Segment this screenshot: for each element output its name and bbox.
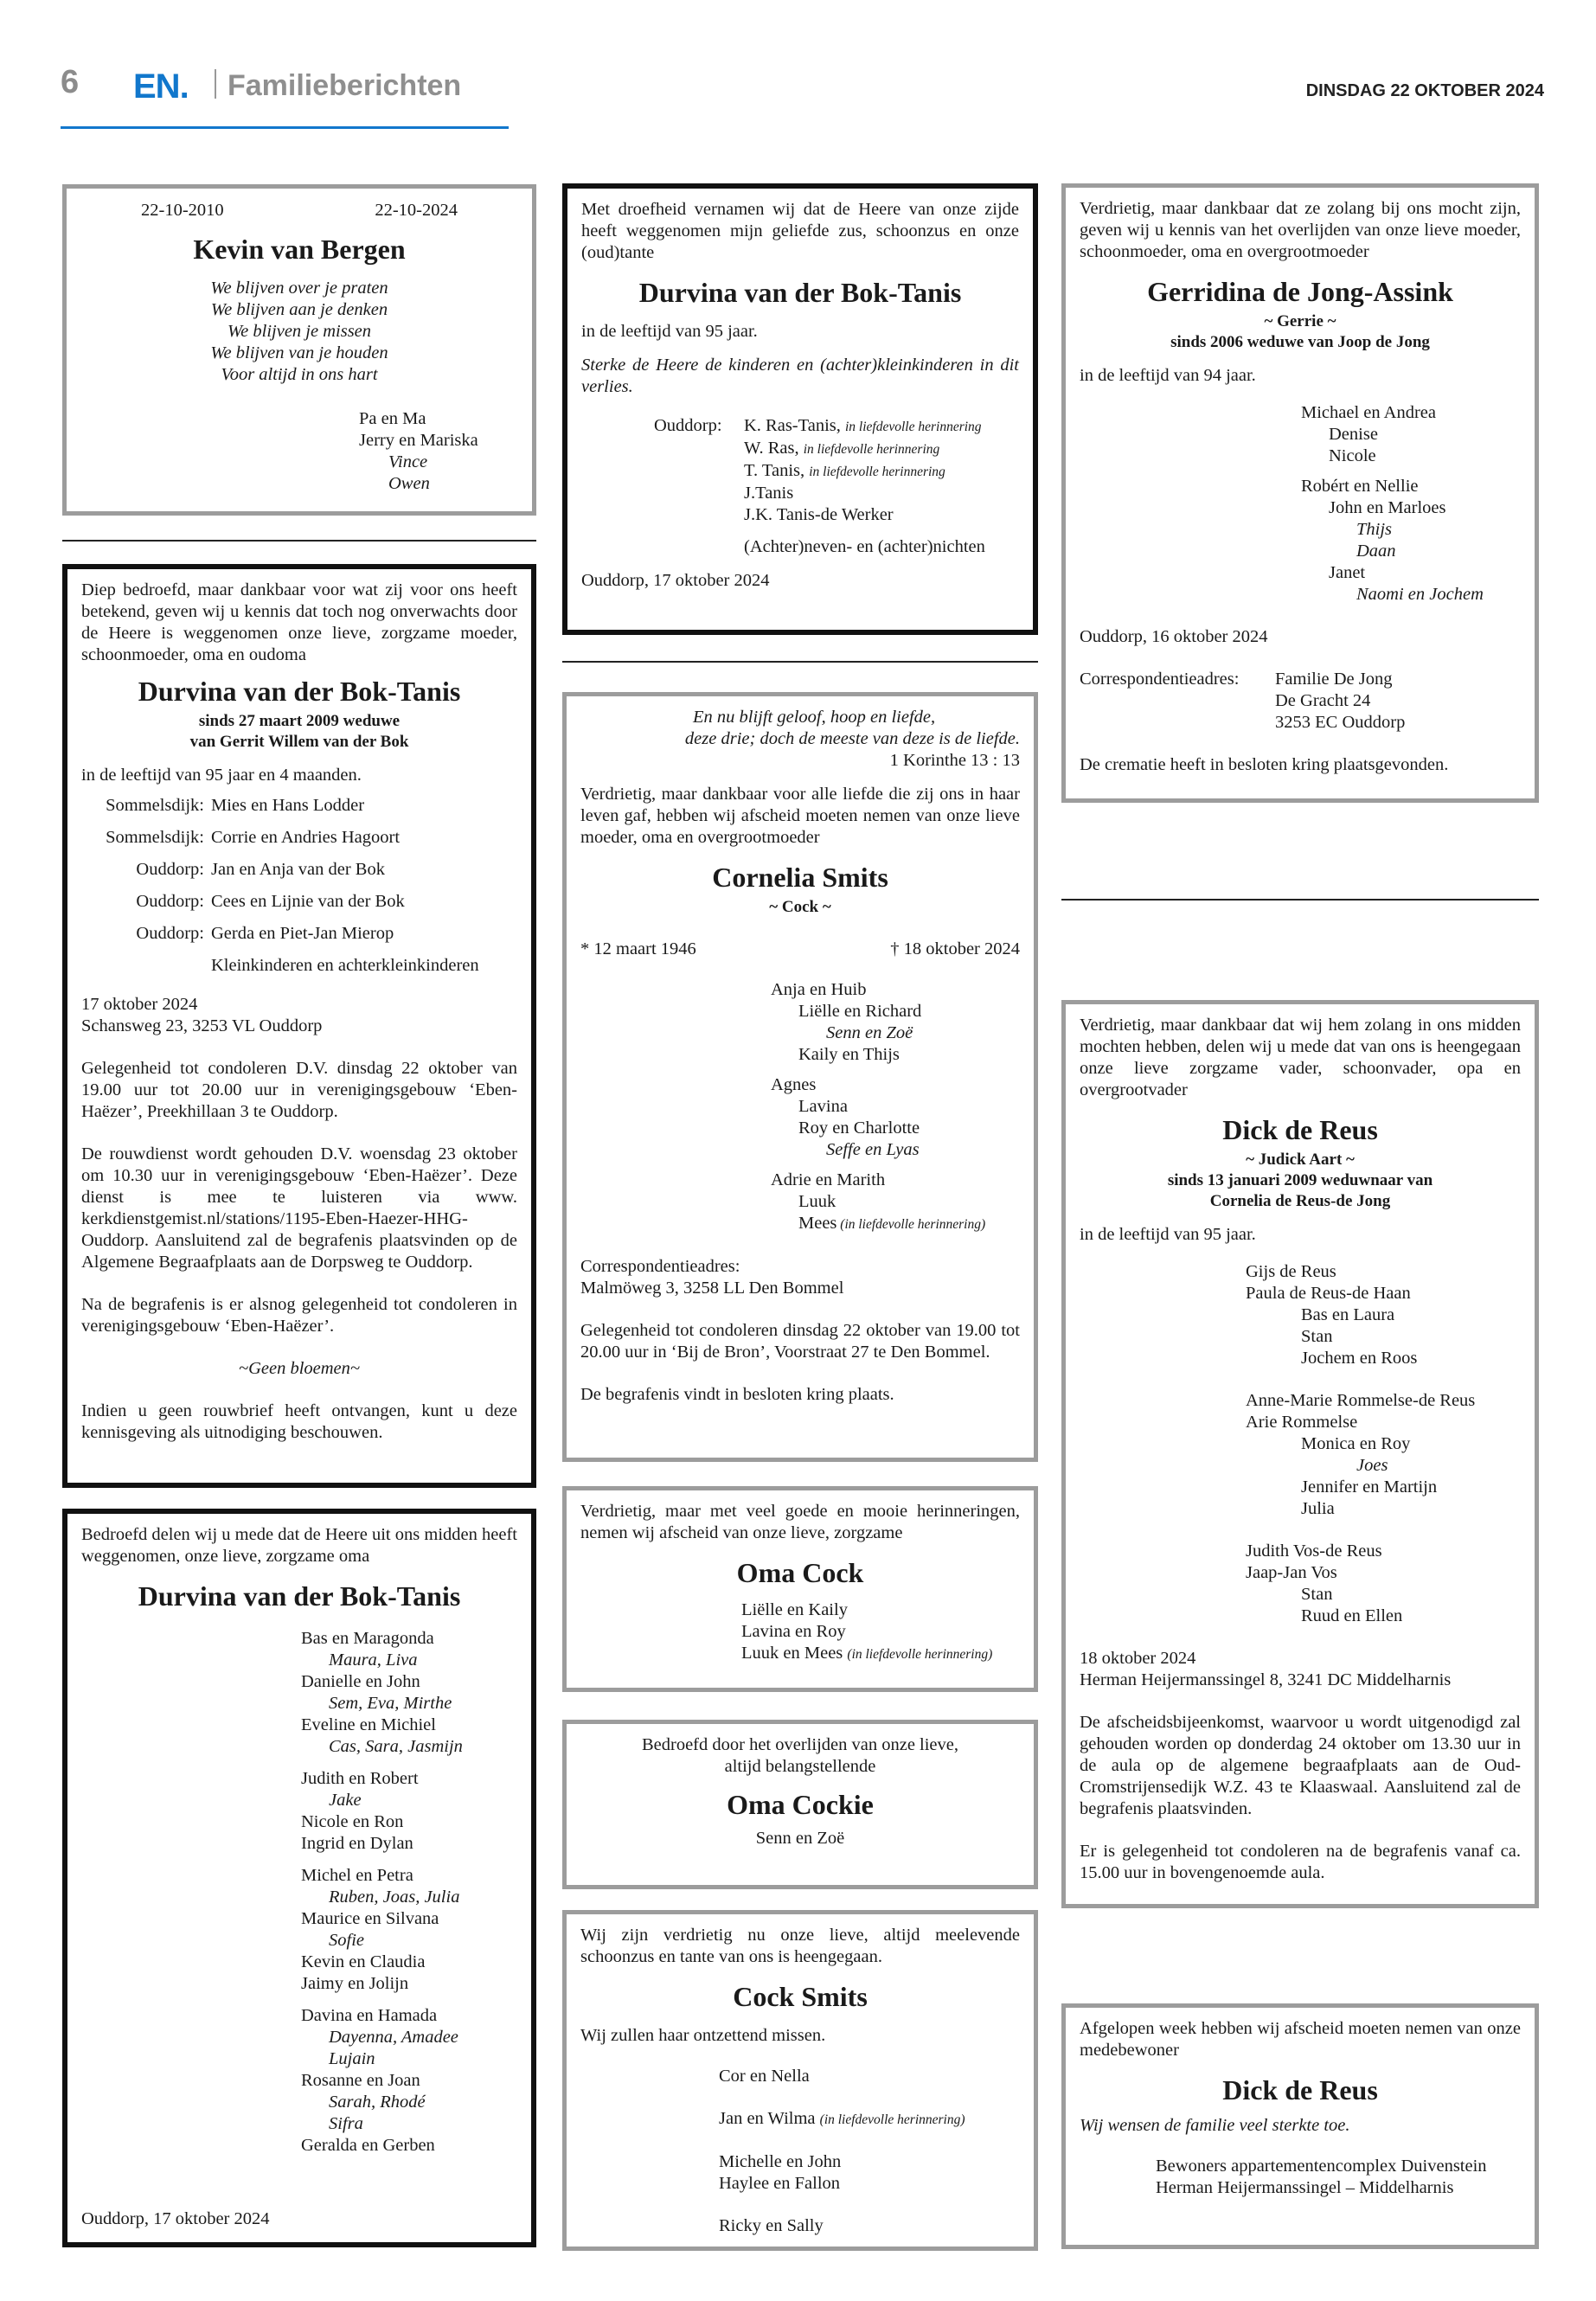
place-label: Ouddorp: — [654, 416, 722, 435]
signer: Pa en Ma — [359, 409, 426, 428]
grandchild: Jennifer en Martijn — [1301, 1477, 1438, 1497]
signers — [1156, 2156, 1521, 2199]
closing-text: Indien u geen rouwbrief heeft ontvangen, kunt u deze kennisgeving als uitnodiging beschouwen. — [81, 1401, 517, 1442]
notice-kevin — [62, 184, 536, 516]
signer: Senn en Zoë — [755, 1829, 845, 1848]
age-text: in de leeftijd van 95 jaar. — [1080, 1225, 1256, 1244]
grandchildren-list — [301, 1628, 517, 2157]
memory-note: (in liefdevolle herinnering) — [847, 1647, 993, 1662]
verse-text: Sterke de Heere de kinderen en (achter)kleinkinderen in dit verlies. — [581, 356, 1019, 396]
family-group — [301, 1628, 517, 1758]
poem-line: Voor altijd in ons hart — [221, 365, 378, 384]
notice-oma-cockie — [562, 1720, 1038, 1889]
family-member: Gijs de Reus — [1246, 1262, 1336, 1281]
place: Ouddorp: — [136, 860, 204, 879]
poem-line: We blijven van je houden — [210, 343, 388, 362]
signer: Ricky en Sally — [719, 2216, 824, 2235]
great-grandchildren: Cas, Sara, Jasmijn — [329, 1737, 463, 1756]
intro-text: Verdrietig, maar dankbaar dat ze zolang bij ons mocht zijn, geven wij u kennis van het overlijden van onze lieve moeder, schoonmoeder, oma en overgrootmoeder — [1080, 199, 1521, 261]
great-grandchildren: Thijs — [1356, 520, 1393, 539]
signer: Bewoners appartementencomplex Duivenstein — [1156, 2157, 1487, 2176]
age-text: in de leeftijd van 94 jaar. — [1080, 366, 1256, 385]
family-member: Nicole en Ron — [301, 1812, 404, 1831]
condolence-text: Gelegenheid tot condoleren dinsdag 22 oktober van 19.00 tot 20.00 uur in ‘Bij de Bron’, Voorstraat 27 te Den Bommel. — [580, 1321, 1020, 1362]
family-member: Maurice en Silvana — [301, 1909, 439, 1928]
family-group — [771, 1170, 1020, 1235]
family-member: Adrie en Marith — [771, 1170, 886, 1189]
home-address: Herman Heijermanssingel 8, 3241 DC Middelharnis — [1080, 1670, 1452, 1689]
notice-date: 18 oktober 2024 — [1080, 1649, 1196, 1668]
deceased-name: Oma Cock — [736, 1557, 864, 1588]
nickname: ~ Gerrie ~ — [1264, 312, 1336, 330]
signer: Jerry en Mariska — [359, 431, 478, 450]
intro-line: altijd belangstellende — [724, 1757, 876, 1776]
great-grandchildren: Lujain — [329, 2049, 375, 2068]
family-row — [81, 854, 517, 886]
relative-name: T. Tanis, — [744, 461, 805, 480]
intro-text: Verdrietig, maar met veel goede en mooie herinneringen, nemen wij afscheid van onze lieve, zorgzame — [580, 1502, 1020, 1542]
quote-line: deze drie; doch de meeste van deze is de liefde. — [684, 729, 1020, 748]
great-grandchildren: Jake — [329, 1791, 362, 1810]
place — [81, 950, 211, 982]
place: Ouddorp: — [136, 892, 204, 911]
notice-durvina-sister — [562, 183, 1038, 635]
names: Gerda en Piet-Jan Mierop — [211, 924, 394, 943]
cremation-text: De crematie heeft in besloten kring plaatsgevonden. — [1080, 755, 1449, 774]
page-header — [61, 62, 1544, 116]
intro-text: Diep bedroefd, maar dankbaar voor wat zij voor ons heeft betekend, geven wij u kennis dat toch nog onverwachts door de Heere is weggenomen onze lieve, zorgzame moeder, schoonmoeder, oma en oudoma — [81, 580, 517, 664]
family-row — [81, 918, 517, 950]
relative-name: J.K. Tanis-de Werker — [744, 505, 894, 524]
notice-footer: Ouddorp, 17 oktober 2024 — [81, 2209, 270, 2228]
family-member: Ingrid en Dylan — [301, 1834, 413, 1853]
place: Sommelsdijk: — [106, 828, 204, 847]
family-member: Jaap-Jan Vos — [1246, 1563, 1337, 1582]
family-group — [1301, 402, 1521, 467]
family-member: Kevin en Claudia — [301, 1952, 426, 1971]
correspondence-label: Correspondentieadres: — [580, 1257, 740, 1276]
family-member: Anja en Huib — [771, 980, 867, 999]
condolence-text: Er is gelegenheid tot condoleren na de begrafenis vanaf ca. 15.00 uur in bovengenoemde aula. — [1080, 1842, 1521, 1882]
great-grandchildren: Dayenna, Amadee — [329, 2028, 458, 2047]
poem — [80, 278, 518, 386]
deceased-name: Durvina van der Bok-Tanis — [138, 1580, 461, 1612]
grandchild: Liëlle en Richard — [798, 1002, 922, 1021]
signer — [719, 2108, 1020, 2131]
signer-names: Luuk en Mees — [741, 1644, 843, 1663]
poem-line: We blijven aan je denken — [210, 300, 388, 319]
notice-oma-cock — [562, 1486, 1038, 1692]
correspondence — [1080, 669, 1521, 734]
family-member: Arie Rommelse — [1246, 1413, 1358, 1432]
deceased-name: Oma Cockie — [727, 1789, 874, 1820]
grandchild: Denise — [1329, 425, 1378, 444]
condolence-text: Gelegenheid tot condoleren D.V. dinsdag 22 oktober van 19.00 uur tot 20.00 uur in verenigingsgebouw ‘Eben-Haëzer’, Preekhillaan 3 te Ouddorp. — [81, 1059, 517, 1121]
signer-child: Owen — [388, 474, 430, 493]
great-grandchildren: Daan — [1356, 542, 1396, 561]
signer: Haylee en Fallon — [719, 2174, 841, 2193]
names: Cees en Lijnie van der Bok — [211, 892, 405, 911]
deceased-name: Kevin van Bergen — [193, 234, 406, 265]
header-divider — [215, 69, 216, 99]
relatives-block — [654, 415, 1019, 558]
wish-text: Wij wensen de familie veel sterkte toe. — [1080, 2116, 1350, 2135]
life-dates — [580, 939, 1020, 960]
great-grandchildren: Naomi en Jochem — [1356, 585, 1484, 604]
home-address: Schansweg 23, 3253 VL Ouddorp — [81, 1016, 323, 1035]
widow-since: sinds 27 maart 2009 weduwe — [198, 712, 401, 730]
widower-of: Cornelia de Reus-de Jong — [1209, 1192, 1391, 1210]
brand-logo[interactable]: EN. — [133, 67, 189, 106]
quote-reference: 1 Korinthe 13 : 13 — [889, 751, 1020, 770]
issue-date: DINSDAG 22 OKTOBER 2024 — [1305, 81, 1544, 100]
family-member: Jaimy en Jolijn — [301, 1974, 409, 1993]
family-group — [1246, 1261, 1521, 1369]
signer: Lavina en Roy — [741, 1622, 846, 1641]
poem-line: We blijven over je praten — [210, 279, 388, 298]
notice-date: Ouddorp, 16 oktober 2024 — [1080, 627, 1268, 646]
grandchild: Roy en Charlotte — [798, 1118, 920, 1138]
notice-cornelia — [562, 692, 1038, 1462]
page-number: 6 — [61, 64, 80, 100]
relatives-list — [744, 415, 985, 558]
great-grandchildren: Maura, Liva — [329, 1650, 418, 1670]
relative-name: K. Ras-Tanis, — [744, 416, 841, 435]
notice-durvina-grandchildren — [62, 1509, 536, 2247]
grandchild: John en Marloes — [1329, 498, 1446, 517]
column-rule — [1061, 899, 1539, 901]
age-text: in de leeftijd van 95 jaar. — [581, 322, 758, 341]
memory-note: (in liefdevolle herinnering) — [819, 2112, 965, 2127]
address-line: Familie De Jong — [1275, 670, 1393, 689]
signers — [719, 2066, 1020, 2237]
after-text: Na de begrafenis is er alsnog gelegenheid tot condoleren in verenigingsgebouw ‘Eben-Haëzer’. — [81, 1295, 517, 1336]
names: Jan en Anja van der Bok — [211, 860, 385, 879]
section-title: Familieberichten — [228, 69, 462, 102]
date-range — [80, 201, 518, 221]
grandchild: Nicole — [1329, 446, 1376, 465]
column-rule — [62, 540, 536, 542]
family-list — [771, 979, 1020, 1235]
family-row — [81, 886, 517, 918]
family-group — [1246, 1541, 1521, 1627]
intro-text: Wij zijn verdrietig nu onze lieve, altijd meelevende schoonzus en tante van ons is heengegaan. — [580, 1926, 1020, 1966]
grandchild: Mees (in liefdevolle herinnering) — [798, 1214, 986, 1233]
grandchild: Bas en Laura — [1301, 1305, 1395, 1324]
place: Sommelsdijk: — [106, 796, 204, 815]
family-member: Geralda en Gerben — [301, 2136, 435, 2155]
names: Mies en Hans Lodder — [211, 796, 365, 815]
family-member: Judith Vos-de Reus — [1246, 1541, 1382, 1561]
nickname: ~ Cock ~ — [769, 898, 831, 916]
relative — [744, 415, 985, 438]
family-member: Paula de Reus-de Haan — [1246, 1284, 1411, 1303]
nephews-line: (Achter)neven- en (achter)nichten — [744, 537, 985, 556]
family-member: Michel en Petra — [301, 1866, 413, 1885]
grandchild: Stan — [1301, 1327, 1333, 1346]
grandchild: Stan — [1301, 1585, 1333, 1604]
farewell-text: De afscheidsbijeenkomst, waarvoor u wordt uitgenodigd zal gehouden worden op donderdag 24 oktober om 13.30 uur in de aula op de algemene begraafplaats aan de Oud-Cromstrijensedijk W.Z. 43 te Klaaswaal. Aansluitend zal de begrafenis plaatsvinden. — [1080, 1713, 1521, 1818]
family-list — [1246, 1261, 1521, 1627]
correspondence-address — [1275, 669, 1405, 734]
funeral-text: De begrafenis vindt in besloten kring plaats. — [580, 1385, 894, 1404]
signer-names: Jan en Wilma — [719, 2109, 816, 2128]
family-row — [81, 950, 517, 982]
signer-child: Vince — [388, 452, 428, 471]
notice-dick-family — [1061, 1000, 1539, 1908]
grandchild: Luuk — [798, 1192, 836, 1211]
signer: Liëlle en Kaily — [741, 1600, 848, 1619]
relative — [744, 460, 985, 483]
signer: Michelle en John — [719, 2152, 842, 2171]
correspondence-address: Malmöweg 3, 3258 LL Den Bommel — [580, 1279, 844, 1298]
grandchild: Janet — [1329, 563, 1366, 582]
family-row — [81, 822, 517, 854]
names: Corrie en Andries Hagoort — [211, 828, 401, 847]
death-date: † 18 oktober 2024 — [890, 939, 1020, 958]
family-list — [81, 790, 517, 982]
grandchild: Jochem en Roos — [1301, 1349, 1418, 1368]
family-row — [81, 790, 517, 822]
notice-gerridina — [1061, 183, 1539, 803]
memory-note: in liefdevolle herinnering — [845, 420, 982, 434]
grandchild: Monica en Roy — [1301, 1434, 1411, 1453]
signers — [741, 1599, 1020, 1665]
notice-footer: Ouddorp, 17 oktober 2024 — [581, 571, 770, 590]
family-member: Bas en Maragonda — [301, 1629, 434, 1648]
family-group — [301, 1865, 517, 1995]
relative-name: J.Tanis — [744, 484, 794, 503]
signer — [741, 1643, 1020, 1665]
great-grandchildren: Ruben, Joas, Julia — [329, 1888, 460, 1907]
widower-since: sinds 13 januari 2009 weduwnaar van — [1167, 1171, 1433, 1189]
great-grandchildren: Joes — [1356, 1456, 1388, 1475]
relative — [744, 504, 985, 526]
family-member: Danielle en John — [301, 1672, 420, 1691]
column-rule — [562, 661, 1038, 663]
memory-note: in liefdevolle herinnering — [803, 442, 940, 457]
bible-quote — [580, 707, 1020, 750]
family-group — [1246, 1390, 1521, 1520]
place: Ouddorp: — [136, 924, 204, 943]
correspondence-label: Correspondentieadres: — [1080, 670, 1240, 689]
family-group — [1301, 476, 1521, 606]
family-member: Davina en Hamada — [301, 2006, 438, 2025]
flowers-note: ~Geen bloemen~ — [238, 1359, 360, 1378]
birth-date: * 12 maart 1946 — [580, 939, 696, 958]
relative-name: W. Ras, — [744, 439, 799, 458]
widow-since: sinds 2006 weduwe van Joop de Jong — [1170, 333, 1430, 351]
great-grandchildren: Sofie — [329, 1931, 364, 1950]
grandchild: Ruud en Ellen — [1301, 1606, 1403, 1625]
notice-cock-smits — [562, 1910, 1038, 2251]
family-member: Anne-Marie Rommelse-de Reus — [1246, 1391, 1476, 1410]
intro-text: Bedroefd delen wij u mede dat de Heere uit ons midden heeft weggenomen, onze lieve, zorgzame oma — [81, 1525, 517, 1566]
intro-text: Met droefheid vernamen wij dat de Heere van onze zijde heeft weggenomen mijn geliefde zus, schoonzus en onze (oud)tante — [581, 200, 1019, 262]
notice-dick-neighbours — [1061, 2003, 1539, 2249]
grandchild: Lavina — [798, 1097, 848, 1116]
family-group — [771, 1074, 1020, 1161]
header-underline — [61, 126, 509, 129]
deceased-name: Cornelia Smits — [712, 862, 888, 893]
great-grandchildren: Senn en Zoë — [826, 1023, 913, 1042]
notice-durvina-family — [62, 564, 536, 1488]
quote-line: En nu blijft geloof, hoop en liefde, — [693, 708, 936, 727]
deceased-name: Gerridina de Jong-Assink — [1147, 276, 1453, 307]
family-group — [301, 1768, 517, 1855]
signers — [359, 408, 518, 495]
great-grandchildren: Sarah, Rhodé — [329, 2093, 426, 2112]
great-grandchildren: Seffe en Lyas — [826, 1140, 920, 1159]
family-member: Agnes — [771, 1075, 817, 1094]
service-text: De rouwdienst wordt gehouden D.V. woensdag 23 oktober om 10.30 uur in verenigingsgebouw ‘Eben-Haëzer’. Deze dienst is mee te luisteren via www. kerkdienstgemist.nl/stations/1195-Eben-Haezer-HHG-Ouddorp. Aansluitend zal de begrafenis plaatsvinden op de Algemene Begraafplaats aan de Dorpsweg te Ouddorp. — [81, 1144, 517, 1272]
age-text: in de leeftijd van 95 jaar en 4 maanden. — [81, 766, 362, 785]
signer: Cor en Nella — [719, 2067, 810, 2086]
grandchild: Julia — [1301, 1499, 1335, 1518]
family-group — [301, 2005, 517, 2157]
family-group — [771, 979, 1020, 1066]
deceased-name: Durvina van der Bok-Tanis — [638, 277, 962, 308]
nickname: ~ Judick Aart ~ — [1246, 1150, 1355, 1169]
family-member: Rosanne en Joan — [301, 2071, 420, 2090]
address-line: 3253 EC Ouddorp — [1275, 713, 1406, 732]
intro-text: Verdrietig, maar dankbaar dat wij hem zolang in ons midden mochten hebben, delen wij u mede dat van ons is heengegaan onze lieve zorgzame vader, schoonvader, opa en overgrootvader — [1080, 1016, 1521, 1099]
family-member: Michael en Andrea — [1301, 403, 1436, 422]
notice-date: 17 oktober 2024 — [81, 995, 198, 1014]
widow-of: van Gerrit Willem van der Bok — [189, 733, 409, 751]
deceased-name: Cock Smits — [733, 1981, 868, 2012]
relative — [744, 438, 985, 460]
signer: Herman Heijermanssingel – Middelharnis — [1156, 2178, 1454, 2197]
intro-text: Verdrietig, maar dankbaar voor alle liefde die zij ons in haar leven gaf, hebben wij afscheid moeten nemen van onze lieve moeder, oma en overgrootmoeder — [580, 785, 1020, 847]
address-line: De Gracht 24 — [1275, 691, 1371, 710]
poem-line: We blijven je missen — [227, 322, 372, 341]
relative — [744, 483, 985, 504]
family-list — [1301, 402, 1521, 606]
deceased-name: Dick de Reus — [1222, 1114, 1378, 1145]
names: Kleinkinderen en achterkleinkinderen — [211, 956, 479, 975]
family-member: Eveline en Michiel — [301, 1715, 436, 1734]
deceased-name: Durvina van der Bok-Tanis — [138, 676, 461, 707]
great-grandchildren: Sifra — [329, 2114, 363, 2133]
deceased-name: Dick de Reus — [1222, 2074, 1378, 2106]
memory-note: in liefdevolle herinnering — [809, 465, 945, 479]
great-grandchildren: Sem, Eva, Mirthe — [329, 1694, 452, 1713]
memory-note: (in liefdevolle herinnering) — [836, 1217, 986, 1232]
intro-line: Bedroefd door het overlijden van onze lieve, — [641, 1735, 959, 1754]
family-member: Robért en Nellie — [1301, 477, 1419, 496]
family-member: Judith en Robert — [301, 1769, 419, 1788]
intro-text: Afgelopen week hebben wij afscheid moeten nemen van onze medebewoner — [1080, 2019, 1521, 2060]
grandchild: Kaily en Thijs — [798, 1045, 900, 1064]
date-from: 22-10-2010 — [141, 201, 224, 220]
missing-text: Wij zullen haar ontzettend missen. — [580, 2026, 826, 2045]
date-to: 22-10-2024 — [375, 201, 458, 220]
